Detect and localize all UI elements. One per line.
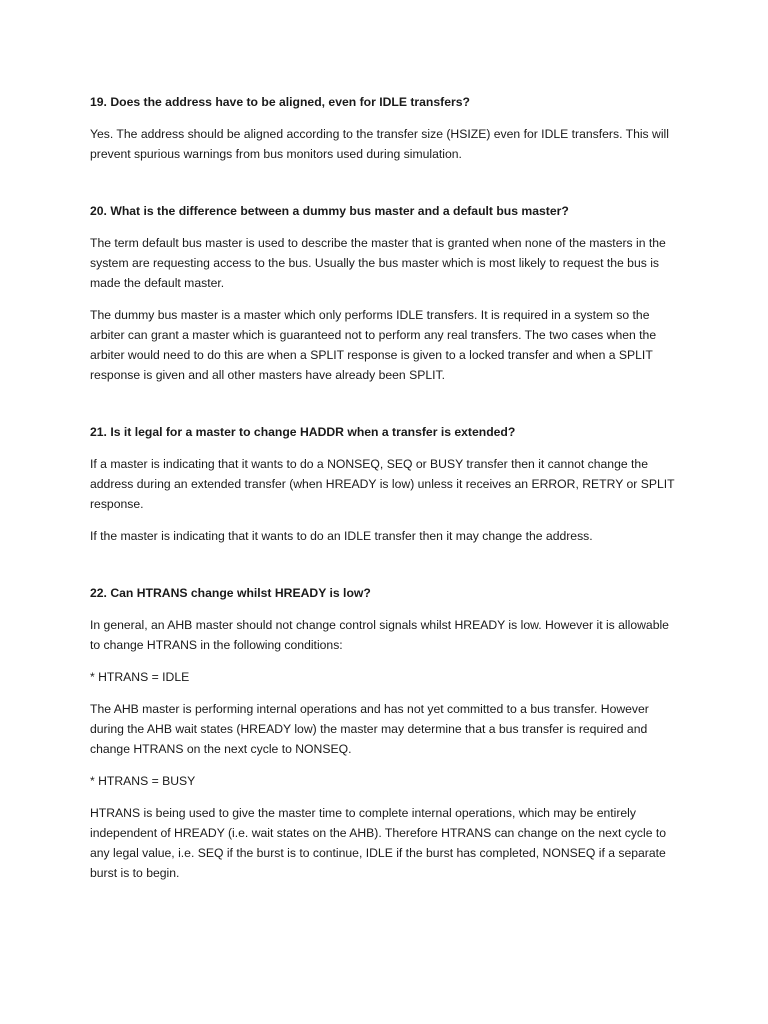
faq-section-20 xyxy=(90,201,678,385)
question-heading: 20. What is the difference between a dummy bus master and a default bus master? xyxy=(90,204,569,218)
answer-paragraph: Yes. The address should be aligned according to the transfer size (HSIZE) even for IDLE transfers. This will prevent spurious warnings from bus monitors used during simulation. xyxy=(90,127,669,161)
bullet-item: * HTRANS = BUSY xyxy=(90,774,196,788)
answer-paragraph: The AHB master is performing internal operations and has not yet committed to a bus transfer. However during the AHB wait states (HREADY low) the master may determine that a bus transfer is required and change HTRANS on the next cycle to NONSEQ. xyxy=(90,702,649,756)
answer-paragraph: The dummy bus master is a master which only performs IDLE transfers. It is required in a system so the arbiter can grant a master which is guaranteed not to perform any real transfers. The two cases when the arbiter would need to do this are when a SPLIT response is given to a locked transfer and when a SPLIT response is given and all other masters have already been SPLIT. xyxy=(90,308,657,382)
question-heading: 21. Is it legal for a master to change HADDR when a transfer is extended? xyxy=(90,425,516,439)
answer-paragraph: If the master is indicating that it wants to do an IDLE transfer then it may change the address. xyxy=(90,529,593,543)
faq-section-19 xyxy=(90,92,678,164)
answer-paragraph: If a master is indicating that it wants to do a NONSEQ, SEQ or BUSY transfer then it cannot change the address during an extended transfer (when HREADY is low) unless it receives an ERROR, RETRY or SPLIT response. xyxy=(90,457,675,511)
answer-paragraph: The term default bus master is used to describe the master that is granted when none of the masters in the system are requesting access to the bus. Usually the bus master which is most likely to request the bus is made the default master. xyxy=(90,236,666,290)
answer-paragraph: HTRANS is being used to give the master time to complete internal operations, which may be entirely independent of HREADY (i.e. wait states on the AHB). Therefore HTRANS can change on the next cycle to any legal value, i.e. SEQ if the burst is to continue, IDLE if the burst has completed, NONSEQ if a separate burst is to begin. xyxy=(90,806,667,880)
question-heading: 19. Does the address have to be aligned, even for IDLE transfers? xyxy=(90,95,470,109)
faq-section-22 xyxy=(90,583,678,883)
question-heading: 22. Can HTRANS change whilst HREADY is low? xyxy=(90,586,371,600)
answer-paragraph: In general, an AHB master should not change control signals whilst HREADY is low. However it is allowable to change HTRANS in the following conditions: xyxy=(90,618,669,652)
bullet-item: * HTRANS = IDLE xyxy=(90,670,190,684)
faq-section-21 xyxy=(90,422,678,546)
